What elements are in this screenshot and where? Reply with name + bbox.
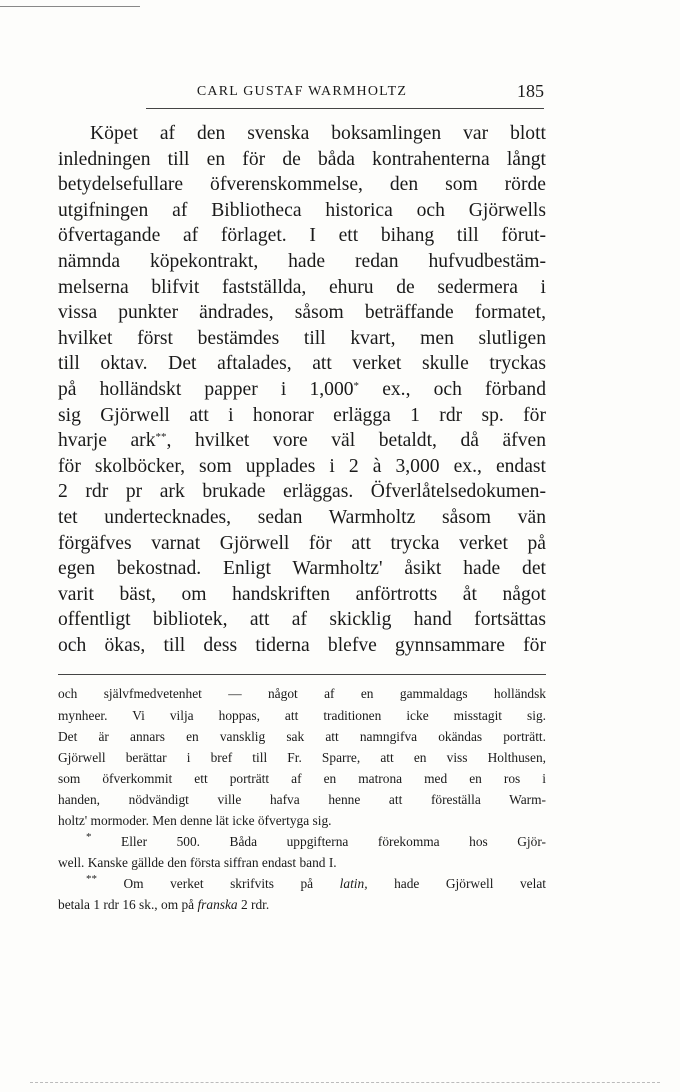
page-header <box>58 80 546 106</box>
text-line: nämnda köpekontrakt, hade redan hufvudbestäm- <box>58 250 546 272</box>
footnote-marker: ** <box>86 873 97 886</box>
page-number: 185 <box>517 81 544 101</box>
footnote-line <box>58 894 546 915</box>
footnote-line: Gjörwell berättar i bref till Fr. Sparre, att en viss Holthusen, <box>58 749 546 765</box>
text-fragment: hade Gjörwell velat <box>367 876 547 892</box>
text-fragment: Om verket skrifvits på <box>97 876 340 892</box>
text-fragment: hvarje ark <box>58 430 156 452</box>
text-line: förgäfves varnat Gjörwell för att trycka verket på <box>58 532 546 554</box>
main-text <box>58 121 546 658</box>
text-line: öfvertagande af förlaget. I ett bihang till förut- <box>58 225 546 247</box>
footnote-marker: * <box>86 831 92 844</box>
footnotes <box>58 683 546 915</box>
text-line: och ökas, till dess tiderna blefve gynnsammare för <box>58 634 546 656</box>
text-line: egen bekostnad. Enligt Warmholtz' åsikt hade det <box>58 558 546 580</box>
footnote-line: holtz' mormoder. Men denne lät icke öfvertyga sig. <box>58 813 332 829</box>
footnote-line: well. Kanske gällde den första siffran endast band I. <box>58 855 337 871</box>
book-page <box>58 80 546 916</box>
text-fragment: 2 rdr. <box>237 897 270 913</box>
footnote-ref-star: * <box>353 379 360 392</box>
text-line <box>58 428 546 454</box>
footnote-line: handen, nödvändigt ville hafva henne att föreställa Warm- <box>58 791 546 807</box>
text-fragment: Eller 500. Båda uppgifterna förekomma hos Gjör- <box>91 834 546 850</box>
text-line <box>58 377 546 403</box>
header-rule <box>146 108 544 109</box>
footnote-line: Det är annars en vansklig sak att namngifva okändas porträtt. <box>58 728 546 744</box>
top-edge-rule <box>0 6 140 7</box>
text-line: hvilket först bestämdes till kvart, men slutligen <box>58 327 546 349</box>
italic-word: franska <box>197 897 238 913</box>
running-head: CARL GUSTAF WARMHOLTZ <box>196 84 408 99</box>
text-line: vissa punkter ändrades, såsom beträffande formatet, <box>58 302 546 324</box>
text-line: inledningen till en för de båda kontrahenterna långt <box>58 148 546 170</box>
footnote-rule <box>58 674 546 675</box>
text-line: sig Gjörwell att i honorar erlägga 1 rdr sp. för <box>58 404 546 426</box>
footnote-ref-double-star: ** <box>155 431 167 444</box>
footnote-star <box>58 831 546 852</box>
text-line: för skolböcker, som upplades i 2 à 3,000 ex., endast <box>58 455 546 477</box>
text-line: betydelsefullare öfverenskommelse, den som rörde <box>58 174 546 196</box>
text-fragment: på holländskt papper i 1,000 <box>58 378 354 400</box>
bottom-edge-rule <box>30 1082 660 1083</box>
text-line: Köpet af den svenska boksamlingen var blott <box>90 123 546 144</box>
text-line: utgifningen af Bibliotheca historica och Gjörwells <box>58 199 546 221</box>
text-line: melserna blifvit fastställda, ehuru de sedermera i <box>58 276 546 298</box>
text-fragment: ex., och förband <box>359 378 546 400</box>
text-fragment: betala 1 rdr 16 sk., om på <box>58 897 198 913</box>
footnote-line: och självfmedvetenhet — något af en gammaldags holländsk <box>58 686 546 702</box>
footnote-line: som öfverkommit ett porträtt af en matrona med en ros i <box>58 770 546 786</box>
text-line: 2 rdr pr ark brukade erläggas. Öfverlåtelsedokumen- <box>58 481 546 503</box>
text-line: varit bäst, om handskriften anförtrotts åt något <box>58 583 546 605</box>
footnote-double-star <box>58 873 546 894</box>
text-fragment: , hvilket vore väl betaldt, då äfven <box>166 430 547 452</box>
footnote-line: mynheer. Vi vilja hoppas, att traditionen icke misstagit sig. <box>58 707 546 723</box>
text-line: till oktav. Det aftalades, att verket skulle tryckas <box>58 353 546 375</box>
text-line: tet undertecknades, sedan Warmholtz såsom vän <box>58 506 546 528</box>
text-line: offentligt bibliotek, att af skicklig hand fortsättas <box>58 609 546 631</box>
italic-word: latin, <box>339 876 368 892</box>
